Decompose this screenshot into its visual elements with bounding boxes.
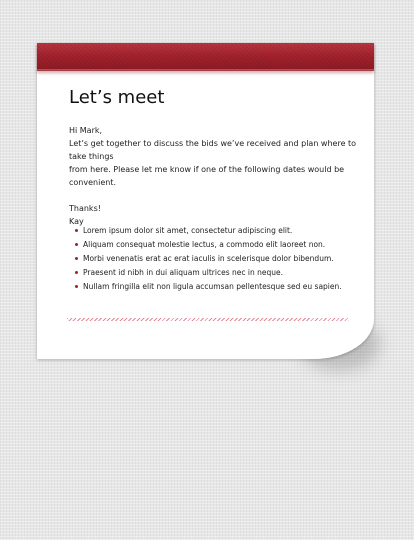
closing: Thanks! — [69, 204, 101, 213]
list-item-text: Lorem ipsum dolor sit amet, consectetur adipiscing elit. — [83, 226, 293, 235]
list-item — [75, 266, 342, 280]
signature: Kay — [69, 217, 84, 226]
list-item-text: Morbi venenatis erat ac erat iaculis in scelerisque dolor bibendum. — [83, 254, 334, 263]
list-item — [75, 224, 342, 238]
list-item-text: Nullam fringilla elit non ligula accumsan pellentesque sed eu sapien. — [83, 282, 342, 291]
dashed-divider — [67, 318, 349, 321]
note-body — [69, 124, 369, 228]
bullet-dot-icon — [75, 271, 78, 274]
bullet-dot-icon — [75, 285, 78, 288]
header-band-edge — [37, 69, 374, 73]
bullet-dot-icon — [75, 243, 78, 246]
list-item-text: Aliquam consequat molestie lectus, a commodo elit laoreet non. — [83, 240, 326, 249]
paragraph-line-1: Let’s get together to discuss the bids we’ve received and plan where to take things — [69, 139, 357, 161]
bullet-dot-icon — [75, 229, 78, 232]
list-item — [75, 252, 342, 266]
greeting: Hi Mark, — [69, 126, 103, 135]
note-card — [37, 43, 374, 359]
spacer — [69, 189, 369, 202]
list-item — [75, 280, 342, 294]
list-item-text: Praesent id nibh in dui aliquam ultrices nec in neque. — [83, 268, 283, 277]
list-item — [75, 238, 342, 252]
bullet-dot-icon — [75, 257, 78, 260]
note-title: Let’s meet — [69, 87, 165, 108]
date-options-list — [75, 224, 342, 294]
header-band — [37, 43, 374, 71]
paragraph-line-2: from here. Please let me know if one of the following dates would be convenient. — [69, 165, 345, 187]
